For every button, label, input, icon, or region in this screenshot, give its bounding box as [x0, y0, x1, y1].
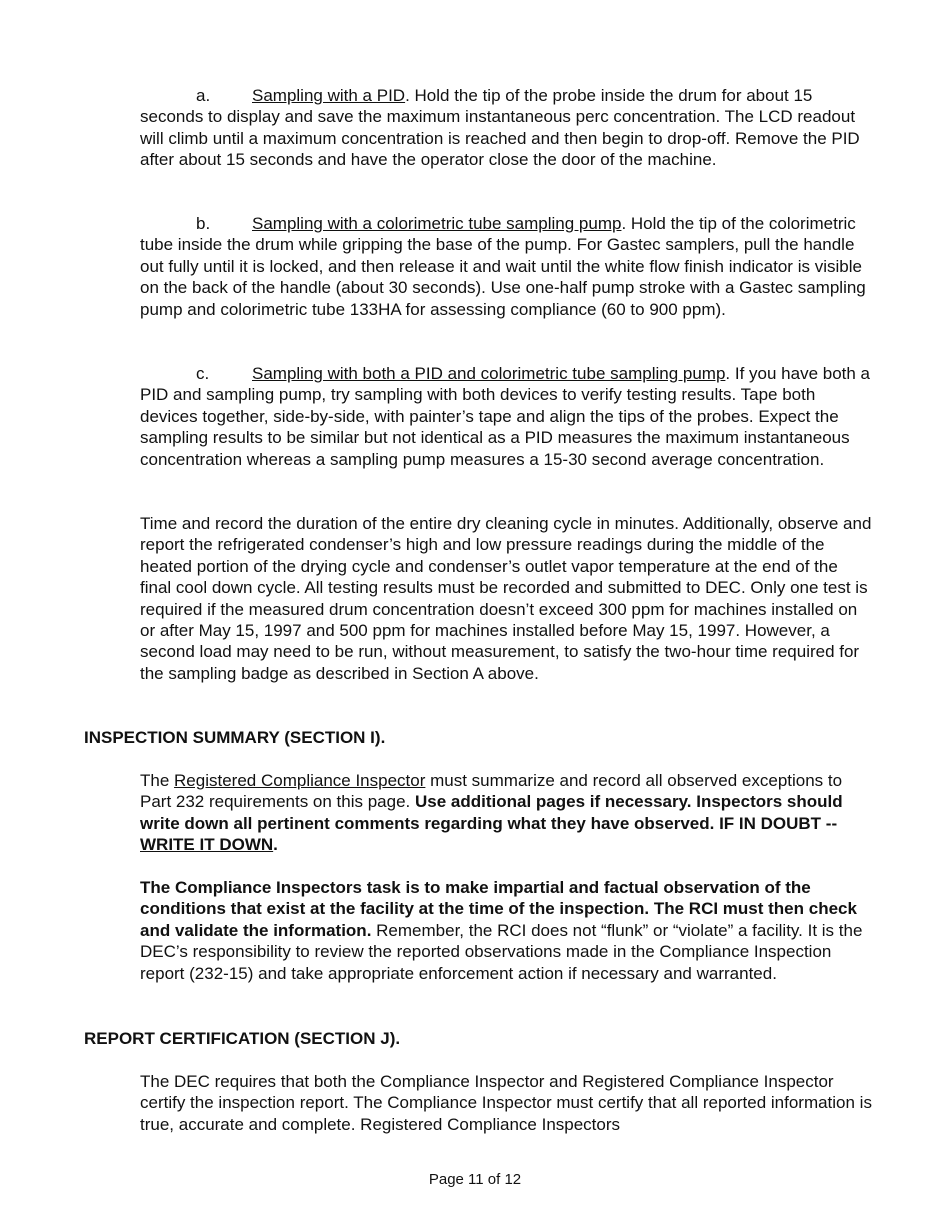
item-b-paragraph: [140, 213, 872, 320]
item-b-title: Sampling with a colorimetric tube sampling pump: [252, 214, 622, 233]
section-i-paragraph-2: [140, 877, 872, 984]
section-i-heading: INSPECTION SUMMARY (SECTION I).: [84, 728, 386, 747]
item-b-marker: b.: [196, 214, 211, 233]
section-i-p1-rest: must summarize and record all observed exceptions to Part 232 requirements on this page.: [140, 771, 843, 812]
registered-compliance-inspector-term: Registered Compliance Inspector: [174, 771, 426, 790]
section-i-p1-lead: The: [140, 771, 175, 790]
item-c-body: . If you have both a PID and sampling pump, try sampling with both devices to verify testing results. Tape both devices together, side-by-side, with painter’s tape and align the tips of the probes. Expect the sampling results to be similar but not identical as a PID measures the maximum instantaneous concentration whereas a sampling pump measures a 15-30 second average concentration.: [140, 364, 871, 469]
item-c-paragraph: [140, 363, 872, 470]
section-i-p2-rest: Remember, the RCI does not “flunk” or “violate” a facility. It is the DEC’s responsibility to review the reported observations made in the Compliance Inspection report (232-15) and take appropriate enforcement action if necessary and warranted.: [140, 920, 863, 983]
timing-paragraph: Time and record the duration of the entire dry cleaning cycle in minutes. Additionally, observe and report the refrigerated condenser’s high and low pressure readings during the middle of the heated portion of the drying cycle and condenser’s outlet vapor temperature at the end of the final cool down cycle. All testing results must be recorded and submitted to DEC. Only one test is required if the measured drum concentration doesn’t exceed 300 ppm for machines installed on or after May 15, 1997 and 500 ppm for machines installed before May 15, 1997. However, a second load may need to be run, without measurement, to satisfy the two-hour time required for the sampling badge as described in Section A above.: [140, 514, 872, 683]
item-c-title: Sampling with both a PID and colorimetric tube sampling pump: [252, 364, 726, 383]
item-b-body: . Hold the tip of the colorimetric tube inside the drum while gripping the base of the pump. For Gastec samplers, pull the handle out fully until it is locked, and then release it and wait until the white flow finish indicator is visible on the back of the handle (about 30 seconds). Use one-half pump stroke with a Gastec sampling pump and colorimetric tube 133HA for assessing compliance (60 to 900 ppm).: [140, 214, 866, 319]
item-a-title: Sampling with a PID: [252, 86, 406, 105]
item-a-body: . Hold the tip of the probe inside the drum for about 15 seconds to display and save the maximum instantaneous perc concentration. The LCD readout will climb until a maximum concentration is reached and then begin to drop-off. Remove the PID after about 15 seconds and have the operator close the door of the machine.: [140, 86, 860, 170]
page-number: Page 11 of 12: [428, 1171, 522, 1188]
item-c-marker: c.: [196, 364, 210, 383]
section-i-p2-bold: The Compliance Inspectors task is to make impartial and factual observation of the conditions that exist at the facility at the time of the inspection. The RCI must then check and validate the information.: [140, 878, 857, 940]
section-j-heading: REPORT CERTIFICATION (SECTION J).: [84, 1029, 401, 1048]
section-i-paragraph-1: [140, 770, 872, 856]
section-j-paragraph-1: The DEC requires that both the Compliance Inspector and Registered Compliance Inspector certify the inspection report. The Compliance Inspector must certify that all reported information is true, accurate and complete. Registered Compliance Inspectors: [140, 1072, 872, 1134]
section-i-p1-end: .: [273, 835, 278, 855]
write-it-down-emphasis: WRITE IT DOWN: [140, 835, 274, 855]
item-a-paragraph: [140, 85, 872, 171]
item-a-marker: a.: [196, 86, 211, 105]
section-i-p1-bold: Use additional pages if necessary. Inspectors should write down all pertinent comments regarding what they have observed. IF IN DOUBT --: [140, 792, 843, 833]
